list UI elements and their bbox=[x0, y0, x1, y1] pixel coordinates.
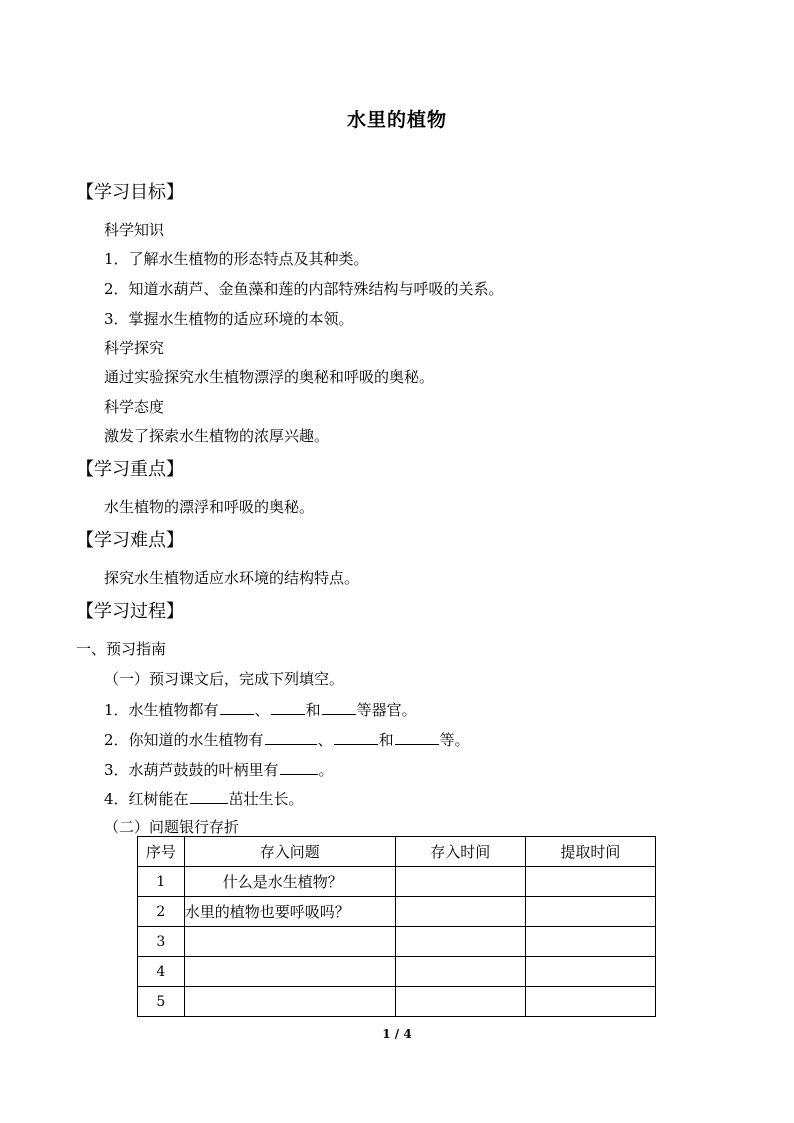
section-preview-guide: 一、预习指南 bbox=[76, 640, 167, 658]
answer-blank[interactable] bbox=[220, 699, 254, 715]
header-question: 存入问题 bbox=[184, 837, 395, 867]
row-question[interactable] bbox=[184, 957, 395, 987]
table-row bbox=[138, 927, 656, 957]
inquiry-text: 通过实验探究水生植物漂浮的奥秘和呼吸的奥秘。 bbox=[104, 368, 435, 386]
attitude-label: 科学态度 bbox=[104, 398, 165, 416]
row-withdraw-time[interactable] bbox=[525, 897, 655, 927]
answer-blank[interactable] bbox=[265, 729, 317, 745]
table-row bbox=[138, 987, 656, 1017]
row-withdraw-time[interactable] bbox=[525, 987, 655, 1017]
table-row bbox=[138, 897, 656, 927]
header-no: 序号 bbox=[138, 837, 185, 867]
header-deposit-time: 存入时间 bbox=[395, 837, 525, 867]
row-withdraw-time[interactable] bbox=[525, 867, 655, 897]
answer-blank[interactable] bbox=[395, 729, 439, 745]
attitude-text: 激发了探索水生植物的浓厚兴趣。 bbox=[104, 427, 330, 445]
answer-blank[interactable] bbox=[322, 699, 356, 715]
key-points-text: 水生植物的漂浮和呼吸的奥秘。 bbox=[104, 498, 315, 516]
inquiry-label: 科学探究 bbox=[104, 339, 165, 357]
row-deposit-time[interactable] bbox=[395, 867, 525, 897]
question-bank-table bbox=[137, 836, 656, 1017]
process-heading: 【学习过程】 bbox=[76, 601, 184, 622]
answer-blank[interactable] bbox=[280, 759, 318, 775]
row-question[interactable] bbox=[184, 927, 395, 957]
fill-question-1: 1．水生植物都有 、 和 等器官。 bbox=[104, 701, 417, 719]
row-question: 水里的植物也要呼吸吗？ bbox=[184, 897, 395, 927]
page-title: 水里的植物 bbox=[346, 109, 447, 131]
table-header-row bbox=[138, 837, 656, 867]
key-points-heading: 【学习重点】 bbox=[76, 459, 184, 480]
difficulties-text: 探究水生植物适应水环境的结构特点。 bbox=[104, 569, 360, 587]
answer-blank[interactable] bbox=[271, 699, 305, 715]
row-deposit-time[interactable] bbox=[395, 927, 525, 957]
difficulties-heading: 【学习难点】 bbox=[76, 530, 184, 551]
knowledge-item-1: 1．了解水生植物的形态特点及其种类。 bbox=[104, 250, 369, 268]
knowledge-label: 科学知识 bbox=[104, 221, 165, 239]
question-bank-title: （二）问题银行存折 bbox=[104, 818, 240, 836]
row-deposit-time[interactable] bbox=[395, 897, 525, 927]
answer-blank[interactable] bbox=[334, 729, 378, 745]
objectives-heading: 【学习目标】 bbox=[76, 182, 184, 203]
header-withdraw-time: 提取时间 bbox=[525, 837, 655, 867]
row-deposit-time[interactable] bbox=[395, 987, 525, 1017]
page-number: 1 / 4 bbox=[382, 1027, 412, 1041]
fill-question-4: 4．红树能在 茁壮生长。 bbox=[104, 790, 304, 808]
fill-question-2: 2．你知道的水生植物有 、 和 等。 bbox=[104, 731, 470, 749]
row-question[interactable] bbox=[184, 987, 395, 1017]
row-withdraw-time[interactable] bbox=[525, 927, 655, 957]
row-number: 5 bbox=[138, 987, 185, 1017]
table-row bbox=[138, 957, 656, 987]
row-question: 什么是水生植物？ bbox=[184, 867, 395, 897]
row-number: 4 bbox=[138, 957, 185, 987]
knowledge-item-3: 3．掌握水生植物的适应环境的本领。 bbox=[104, 310, 354, 328]
knowledge-item-2: 2．知道水葫芦、金鱼藻和莲的内部特殊结构与呼吸的关系。 bbox=[104, 280, 504, 298]
row-deposit-time[interactable] bbox=[395, 957, 525, 987]
fill-question-3: 3．水葫芦鼓鼓的叶柄里有 。 bbox=[104, 761, 334, 779]
table-row bbox=[138, 867, 656, 897]
row-withdraw-time[interactable] bbox=[525, 957, 655, 987]
fill-instructions: （一）预习课文后，完成下列填空。 bbox=[104, 670, 345, 688]
answer-blank[interactable] bbox=[190, 788, 228, 804]
row-number: 2 bbox=[138, 897, 185, 927]
row-number: 1 bbox=[138, 867, 185, 897]
row-number: 3 bbox=[138, 927, 185, 957]
